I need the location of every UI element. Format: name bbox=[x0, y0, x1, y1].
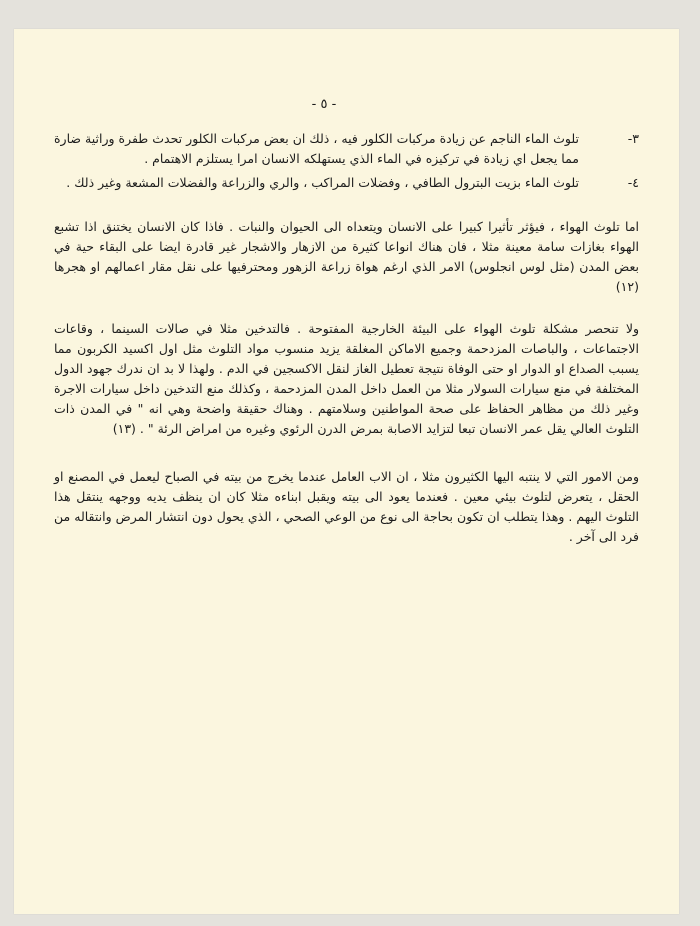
page-number: - ٥ - bbox=[311, 97, 337, 112]
paragraph-indoor-pollution: ولا تنحصر مشكلة تلوث الهواء على البيئة الخارجية المفتوحة . فالتدخين مثلا في صالات السينما ، وقاعات الاجتماعات ، والباصات المزدحمة وجميع الاماكن المغلقة يزيد منسوب مواد التلوث مثل اول اكسيد الكربون مما يسبب الصداع او الدوار او حتى الوفاة نتيجة تعطيل الغاز لنقل الاكسجين في الدم . ولهذا لا بد ان ندرك جهود الدول المختلفة في منع سيارات السولار مثلا من العمل داخل المدن المزدحمة ، وكذلك منع التدخين داخل سيارات الاجرة وغير ذلك من مظاهر الحفاظ على صحة المواطنين وسلامتهم . وهناك حقيقة واضحة وهي انه " في المدن ذات التلوث العالي يقل عمر الانسان تبعا لتزايد الاصابة بمرض الدرن الرئوي وغيره من امراض الرئة " . (١٣) bbox=[54, 321, 639, 436]
list-item-text: تلوث الماء الناجم عن زيادة مركبات الكلور فيه ، ذلك ان بعض مركبات الكلور تحدث طفرة وراثية ضارة مما يجعل اي زيادة في تركيزه في الماء الذي يستهلكه الانسان امرا يستلزم الاهتمام . bbox=[54, 131, 579, 166]
list-item-number: ٤- bbox=[627, 175, 639, 190]
list-item-number: ٣- bbox=[627, 131, 639, 146]
list-item-text: تلوث الماء بزيت البترول الطافي ، وفضلات المراكب ، والري والزراعة والفضلات المشعة وغير ذلك . bbox=[66, 175, 579, 190]
document-page bbox=[14, 29, 679, 914]
list-item bbox=[54, 129, 639, 169]
list-item bbox=[54, 173, 639, 193]
document-body bbox=[54, 129, 639, 547]
paragraph-health-awareness: ومن الامور التي لا ينتبه اليها الكثيرون مثلا ، ان الاب العامل عندما يخرج من بيته في الصباح ليعمل في المصنع او الحقل ، يتعرض لتلوث بيئي معين . فعندما يعود الى بيته ويقبل ابناءه مثلا كان ان ينظف يديه ووجهه ينتقل هذا التلوث اليهم . وهذا يتطلب ان تكون بحاجة الى نوع من الوعي الصحي ، الذي يحول دون انتشار المرض وانتقاله من فرد الى آخر . bbox=[54, 469, 639, 544]
paragraph-air-pollution: اما تلوث الهواء ، فيؤثر تأثيرا كبيرا على الانسان ويتعداه الى الحيوان والنبات . فاذا كان الانسان يختنق اذا تشبع الهواء بغازات سامة معينة مثلا ، فان هناك انواعا كثيرة من الازهار والاشجار غير قادرة ايضا على البقاء حية في بعض المدن (مثل لوس انجلوس) الامر الذي ارغم هواة زراعة الزهور ومحترفيها على نقل مقار اعمالهم او هجرها (١٢) bbox=[54, 219, 639, 294]
